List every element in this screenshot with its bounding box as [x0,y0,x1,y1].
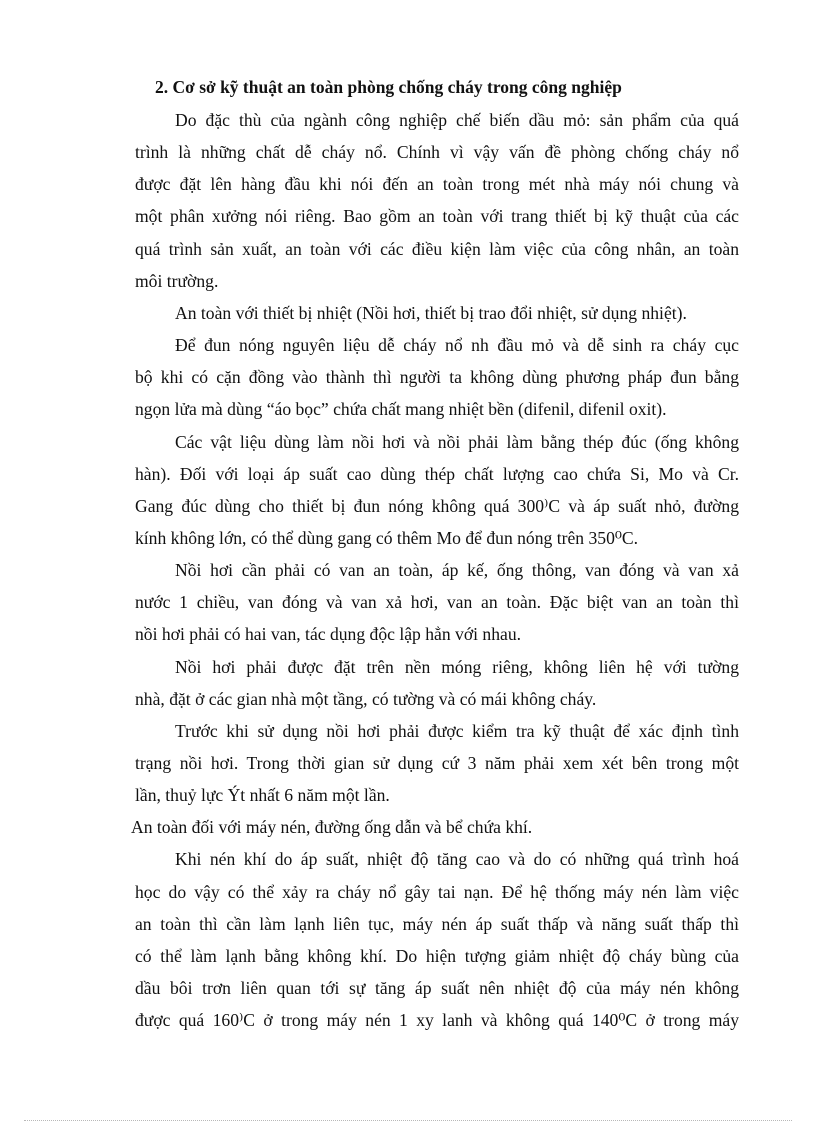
text-line: quá trình sản xuất, an toàn với các điều kiện làm việc của công nhân, an toàn [135,238,739,259]
text-line: An toàn với thiết bị nhiệt (Nồi hơi, thiết bị trao đổi nhiệt, sử dụng nhiệt). [175,302,687,323]
text-line: lần, thuỷ lực Ýt nhất 6 năm một lần. [135,785,390,806]
text-line: hàn). Đối với loại áp suất cao dùng thép chất lượng cao chứa Si, Mo và Cr. [135,463,739,484]
text-line: trình là những chất dễ cháy nổ. Chính vì vậy vấn đề phòng chống cháy nổ [135,142,739,163]
text-line: Nồi hơi phải được đặt trên nền móng riêng, không liên hệ với tường [175,656,739,677]
text-line: học do vậy có thể xảy ra cháy nổ gây tai nạn. Để hệ thống máy nén làm việc [135,881,739,902]
text-line: Để đun nóng nguyên liệu dễ cháy nổ nh đầu mỏ và dễ sinh ra cháy cục [175,335,739,356]
text-line: nồi hơi phải có hai van, tác dụng độc lập hẳn với nhau. [135,624,522,645]
text-line: dầu bôi trơn liên quan tới sự tăng áp suất nên nhiệt độ của máy nén không [135,978,739,999]
text-line: Do đặc thù của ngành công nghiệp chế biến dầu mỏ: sản phẩm của quá [175,110,739,130]
text-line: một phân xưởng nói riêng. Bao gồm an toàn với trang thiết bị kỹ thuật của các [135,206,739,227]
text-line: Các vật liệu dùng làm nồi hơi và nồi phải làm bằng thép đúc (ống không [175,431,739,452]
text-line: kính không lớn, có thể dùng gang có thêm Mo để đun nóng trên 350⁰C. [135,527,639,548]
text-line: Gang đúc dùng cho thiết bị đun nóng không quá 300⁾C và áp suất nhỏ, đường [135,495,739,516]
text-line: an toàn thì cần làm lạnh liên tục, máy nén áp suất thấp và năng suất thấp thì [135,913,739,934]
text-line: ngọn lửa mà dùng “áo bọc” chứa chất mang nhiệt bền (difenil, difenil oxit). [135,399,667,420]
text-line: trạng nồi hơi. Trong thời gian sử dụng cứ 3 năm phải xem xét bên trong một [135,753,739,773]
text-line: bộ khi có cặn đồng vào thành thì người ta không dùng phương pháp đun bằng [135,367,739,388]
text-line: Trước khi sử dụng nồi hơi phải được kiểm tra kỹ thuật để xác định tình [175,720,739,741]
text-line: An toàn đối với máy nén, đường ống dẫn và bể chứa khí. [131,817,533,838]
text-line: được quá 160⁾C ở trong máy nén 1 xy lanh và không quá 140⁰C ở trong máy [135,1010,739,1031]
text-line: Nồi hơi cần phải có van an toàn, áp kế, ống thông, van đóng và van xả [175,560,739,581]
text-line: Khi nén khí do áp suất, nhiệt độ tăng cao và do có những quá trình hoá [175,849,739,870]
text-line: được đặt lên hàng đầu khi nói đến an toàn trong mét nhà máy nói chung và [135,174,739,195]
text-line: có thể làm lạnh bằng không khí. Do hiện tượng giảm nhiệt độ cháy bùng của [135,945,739,966]
page-bottom-border [24,1120,792,1121]
text-line: nhà, đặt ở các gian nhà một tầng, có tường và có mái không cháy. [135,688,597,709]
text-line: nước 1 chiều, van đóng và van xả hơi, van an toàn. Đặc biệt van an toàn thì [135,592,739,613]
section-heading: 2. Cơ sở kỹ thuật an toàn phòng chống cháy trong công nghiệp [155,77,622,97]
text-line: môi trường. [135,270,219,291]
